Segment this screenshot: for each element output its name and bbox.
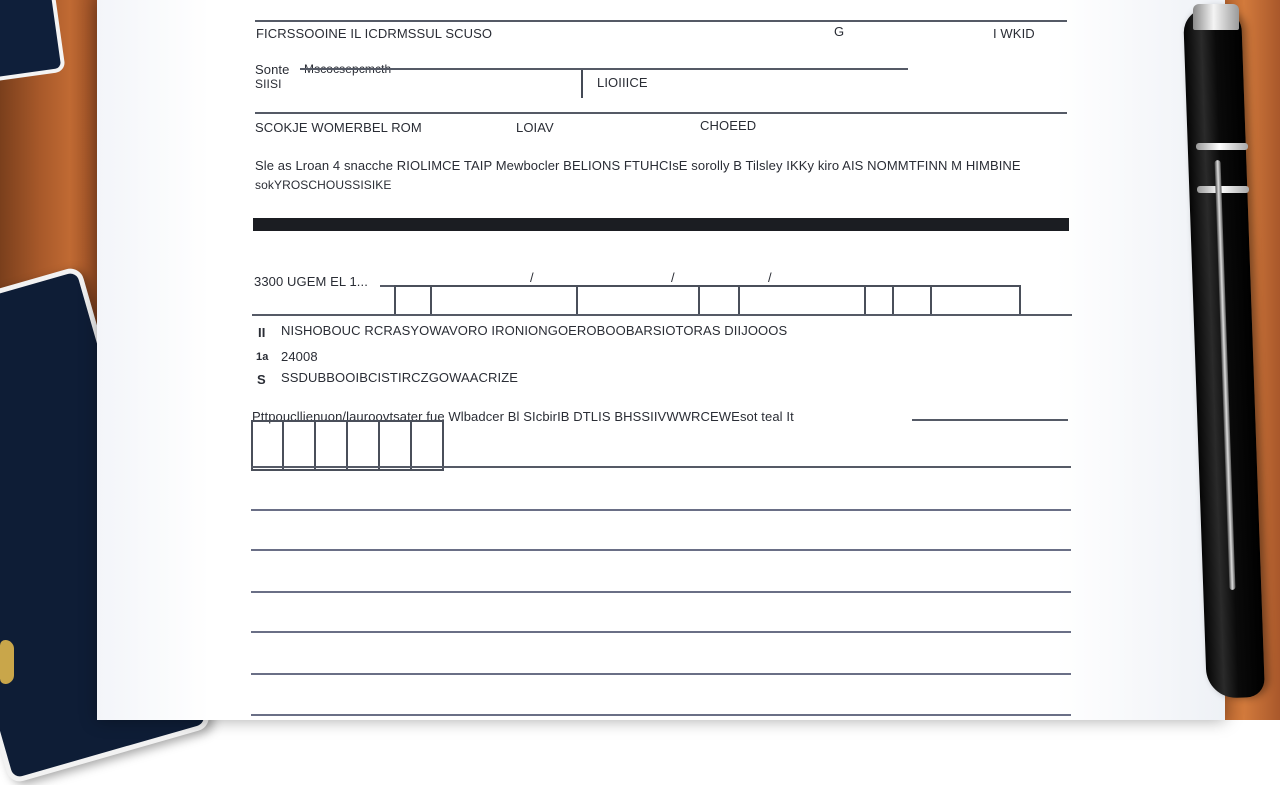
entry-box[interactable] <box>576 285 700 316</box>
top-rule <box>255 20 1067 22</box>
writing-line[interactable] <box>251 509 1071 511</box>
field-label-sonte: Sonte <box>255 62 290 77</box>
label-school-number: SCOKJE WOMERBEL ROM <box>255 120 422 135</box>
signature-section-label: Pttpoucllienuon/lauroovtsater fue Wlbadcer Bl SIcbirIB DTLIS BHSSIIVWWRCEWEsot teal It <box>252 409 794 424</box>
instruction-line-2: sokYROSCHOUSSISIKE <box>255 178 392 192</box>
entry-box[interactable] <box>892 285 932 316</box>
pen-ring <box>1197 186 1249 193</box>
field-divider <box>581 70 583 98</box>
form-header-title: FICRSSOOINE IL ICDRMSSUL SCUSO <box>256 26 493 41</box>
entry-box[interactable] <box>864 285 894 316</box>
navy-folder-corner <box>0 0 66 84</box>
date-label: 3300 UGEM EL 1... <box>254 274 368 289</box>
list-item: 24008 <box>281 349 318 364</box>
signature-blank[interactable] <box>912 419 1068 421</box>
passport-crest-emblem <box>0 640 14 684</box>
field-underline-1 <box>300 68 908 70</box>
list-marker: S <box>257 372 266 387</box>
grid-cell[interactable] <box>378 420 412 471</box>
date-separator-2: / <box>671 270 675 285</box>
entry-box[interactable] <box>394 285 432 316</box>
list-marker: 1a <box>256 351 269 363</box>
entry-box[interactable] <box>930 285 1021 316</box>
entry-box[interactable] <box>738 285 866 316</box>
boxes-baseline <box>252 314 1072 316</box>
grid-cell[interactable] <box>314 420 348 471</box>
entry-box[interactable] <box>430 285 578 316</box>
grid-cell[interactable] <box>282 420 316 471</box>
pen-ring <box>1196 143 1248 150</box>
grid-cell[interactable] <box>251 420 284 471</box>
form-header-right: I WKID <box>993 26 1035 41</box>
writing-line[interactable] <box>251 714 1071 716</box>
form-header-mark: G <box>834 24 845 39</box>
instruction-line-1: Sle as Lroan 4 snacche RIOLIMCE TAIP Mewbocler BELIONS FTUHCIsE sorolly B Tilsley IKKy kiro AIS NOMMTFINN M HIMBINE <box>255 158 1021 173</box>
list-item: SSDUBBOOIBCISTIRCZGOWAACRIZE <box>281 370 519 385</box>
list-marker: II <box>258 325 266 340</box>
field-row-rule <box>255 112 1067 114</box>
section-divider-bar <box>253 218 1069 231</box>
label-loiav: LOIAV <box>516 120 554 135</box>
grid-baseline <box>251 466 1071 468</box>
field-label-licence: LIOIIICE <box>597 75 648 90</box>
pen-cap-top <box>1193 4 1239 30</box>
date-separator-3: / <box>768 270 772 285</box>
writing-line[interactable] <box>251 591 1071 593</box>
label-checked: CHOEED <box>700 118 757 133</box>
entry-box[interactable] <box>698 285 740 316</box>
writing-line[interactable] <box>251 631 1071 633</box>
list-item: NISHOBOUC RCRASYOWAVORO IRONIONGOEROBOOBARSIOTORAS DIIJOOOS <box>281 323 788 338</box>
writing-line[interactable] <box>251 549 1071 551</box>
field-label-siisi: SIISI <box>255 77 282 91</box>
grid-cell[interactable] <box>346 420 380 471</box>
date-separator-1: / <box>530 270 534 285</box>
writing-line[interactable] <box>251 673 1071 675</box>
grid-cell[interactable] <box>410 420 444 471</box>
